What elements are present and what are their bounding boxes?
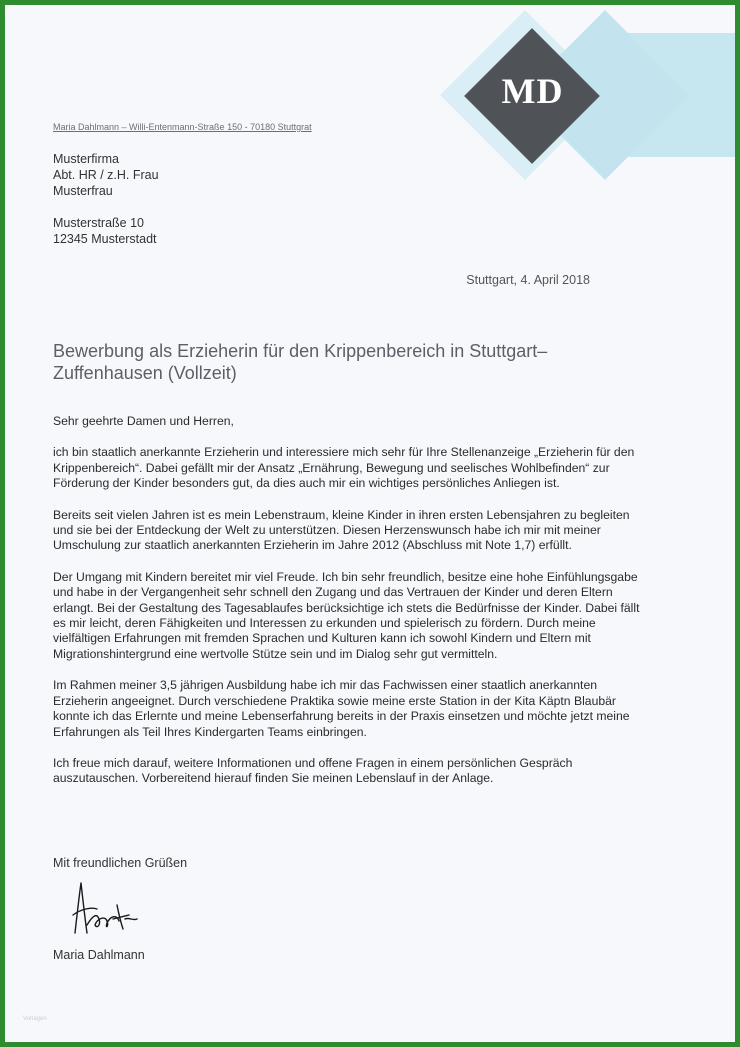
body-paragraph: ich bin staatlich anerkannte Erzieherin und interessiere mich sehr für Ihre Stellenanzeige „Erzieherin für den Krippenbereich“. Dabei gefällt mir der Ansatz „Ernährung, Bewegung und seelisches Wohlbefinden“ zur Förderung der Kinder besonders gut, da dies auch mir ein wichtiges persönliches Anliegen ist. xyxy=(53,445,635,491)
letter-page xyxy=(5,5,735,1042)
logo-initials: MD xyxy=(501,71,564,111)
recipient-street: Musterstraße 10 xyxy=(53,216,145,230)
footer-watermark: Vorlagen xyxy=(23,1016,47,1022)
body-paragraph: Ich freue mich darauf, weitere Informationen und offene Fragen in einem persönlichen Gespräch auszutauschen. Vorbereitend hierauf finden Sie meinen Lebenslauf in der Anlage. xyxy=(53,755,573,786)
body-paragraph: Im Rahmen meiner 3,5 jährigen Ausbildung habe ich mir das Fachwissen einer staatlich anerkannten Erzieherin angeeignet. Durch verschiedene Praktika sowie meine erste Station in der Kita Käptn Blaubär konnte ich das Erlernte und meine Lebenserfahrung bereits in der Praxis einsetzen und möchte jetzt meine Erfahrungen als Teil Ihres Kindergarten Teams einbringen. xyxy=(53,678,630,739)
body-paragraph: Der Umgang mit Kindern bereitet mir viel Freude. Ich bin sehr freundlich, besitze eine hohe Einfühlungsgabe und habe in der Vergangenheit sehr schnell den Zugang und das Vertrauen der Kinder und deren Eltern erlangt. Bei der Gestaltung des Tagesablaufes berücksichtige ich stets die Bedürfnisse der Kinder. Dabei fällt es mir leicht, deren Fähigkeiten und Interessen zu erkunden und spielerisch zu fördern. Durch meine vielfältigen Erfahrungen mit fremden Sprachen und Kulturen kann ich sowohl Kindern und Eltern mit Migrationshintergrund eine wertvolle Stütze sein und im Dialog sehr gut vermitteln. xyxy=(53,569,640,661)
sender-address-line: Maria Dahlmann – Willi-Entenmann-Straße 150 - 70180 Stuttgrat xyxy=(53,122,312,132)
recipient-department: Abt. HR / z.H. Frau xyxy=(53,168,159,182)
recipient-city: 12345 Musterstadt xyxy=(53,232,157,246)
recipient-company: Musterfirma xyxy=(53,152,119,166)
signer-name: Maria Dahlmann xyxy=(53,948,145,962)
body-paragraph: Bereits seit vielen Jahren ist es mein Lebenstraum, kleine Kinder in ihren ersten Lebensjahren zu begleiten und sie bei der Entdeckung der Welt zu unterstützen. Diesen Herzenswunsch habe ich mir mit meiner Umschulung zur staatlich anerkannten Erzieherin im Jahre 2012 (Abschluss mit Note 1,7) erfüllt. xyxy=(53,507,630,553)
closing-phrase: Mit freundlichen Grüßen xyxy=(53,856,188,870)
recipient-address xyxy=(53,151,159,247)
salutation: Sehr geehrte Damen und Herren, xyxy=(53,414,234,428)
handwritten-signature xyxy=(67,875,147,941)
recipient-name: Musterfrau xyxy=(53,184,113,198)
letter-body xyxy=(53,414,643,803)
letter-subject: Bewerbung als Erzieherin für den Krippenbereich in Stuttgart–Zuffenhausen (Vollzeit) xyxy=(53,341,548,383)
letter-date: Stuttgart, 4. April 2018 xyxy=(466,273,590,287)
